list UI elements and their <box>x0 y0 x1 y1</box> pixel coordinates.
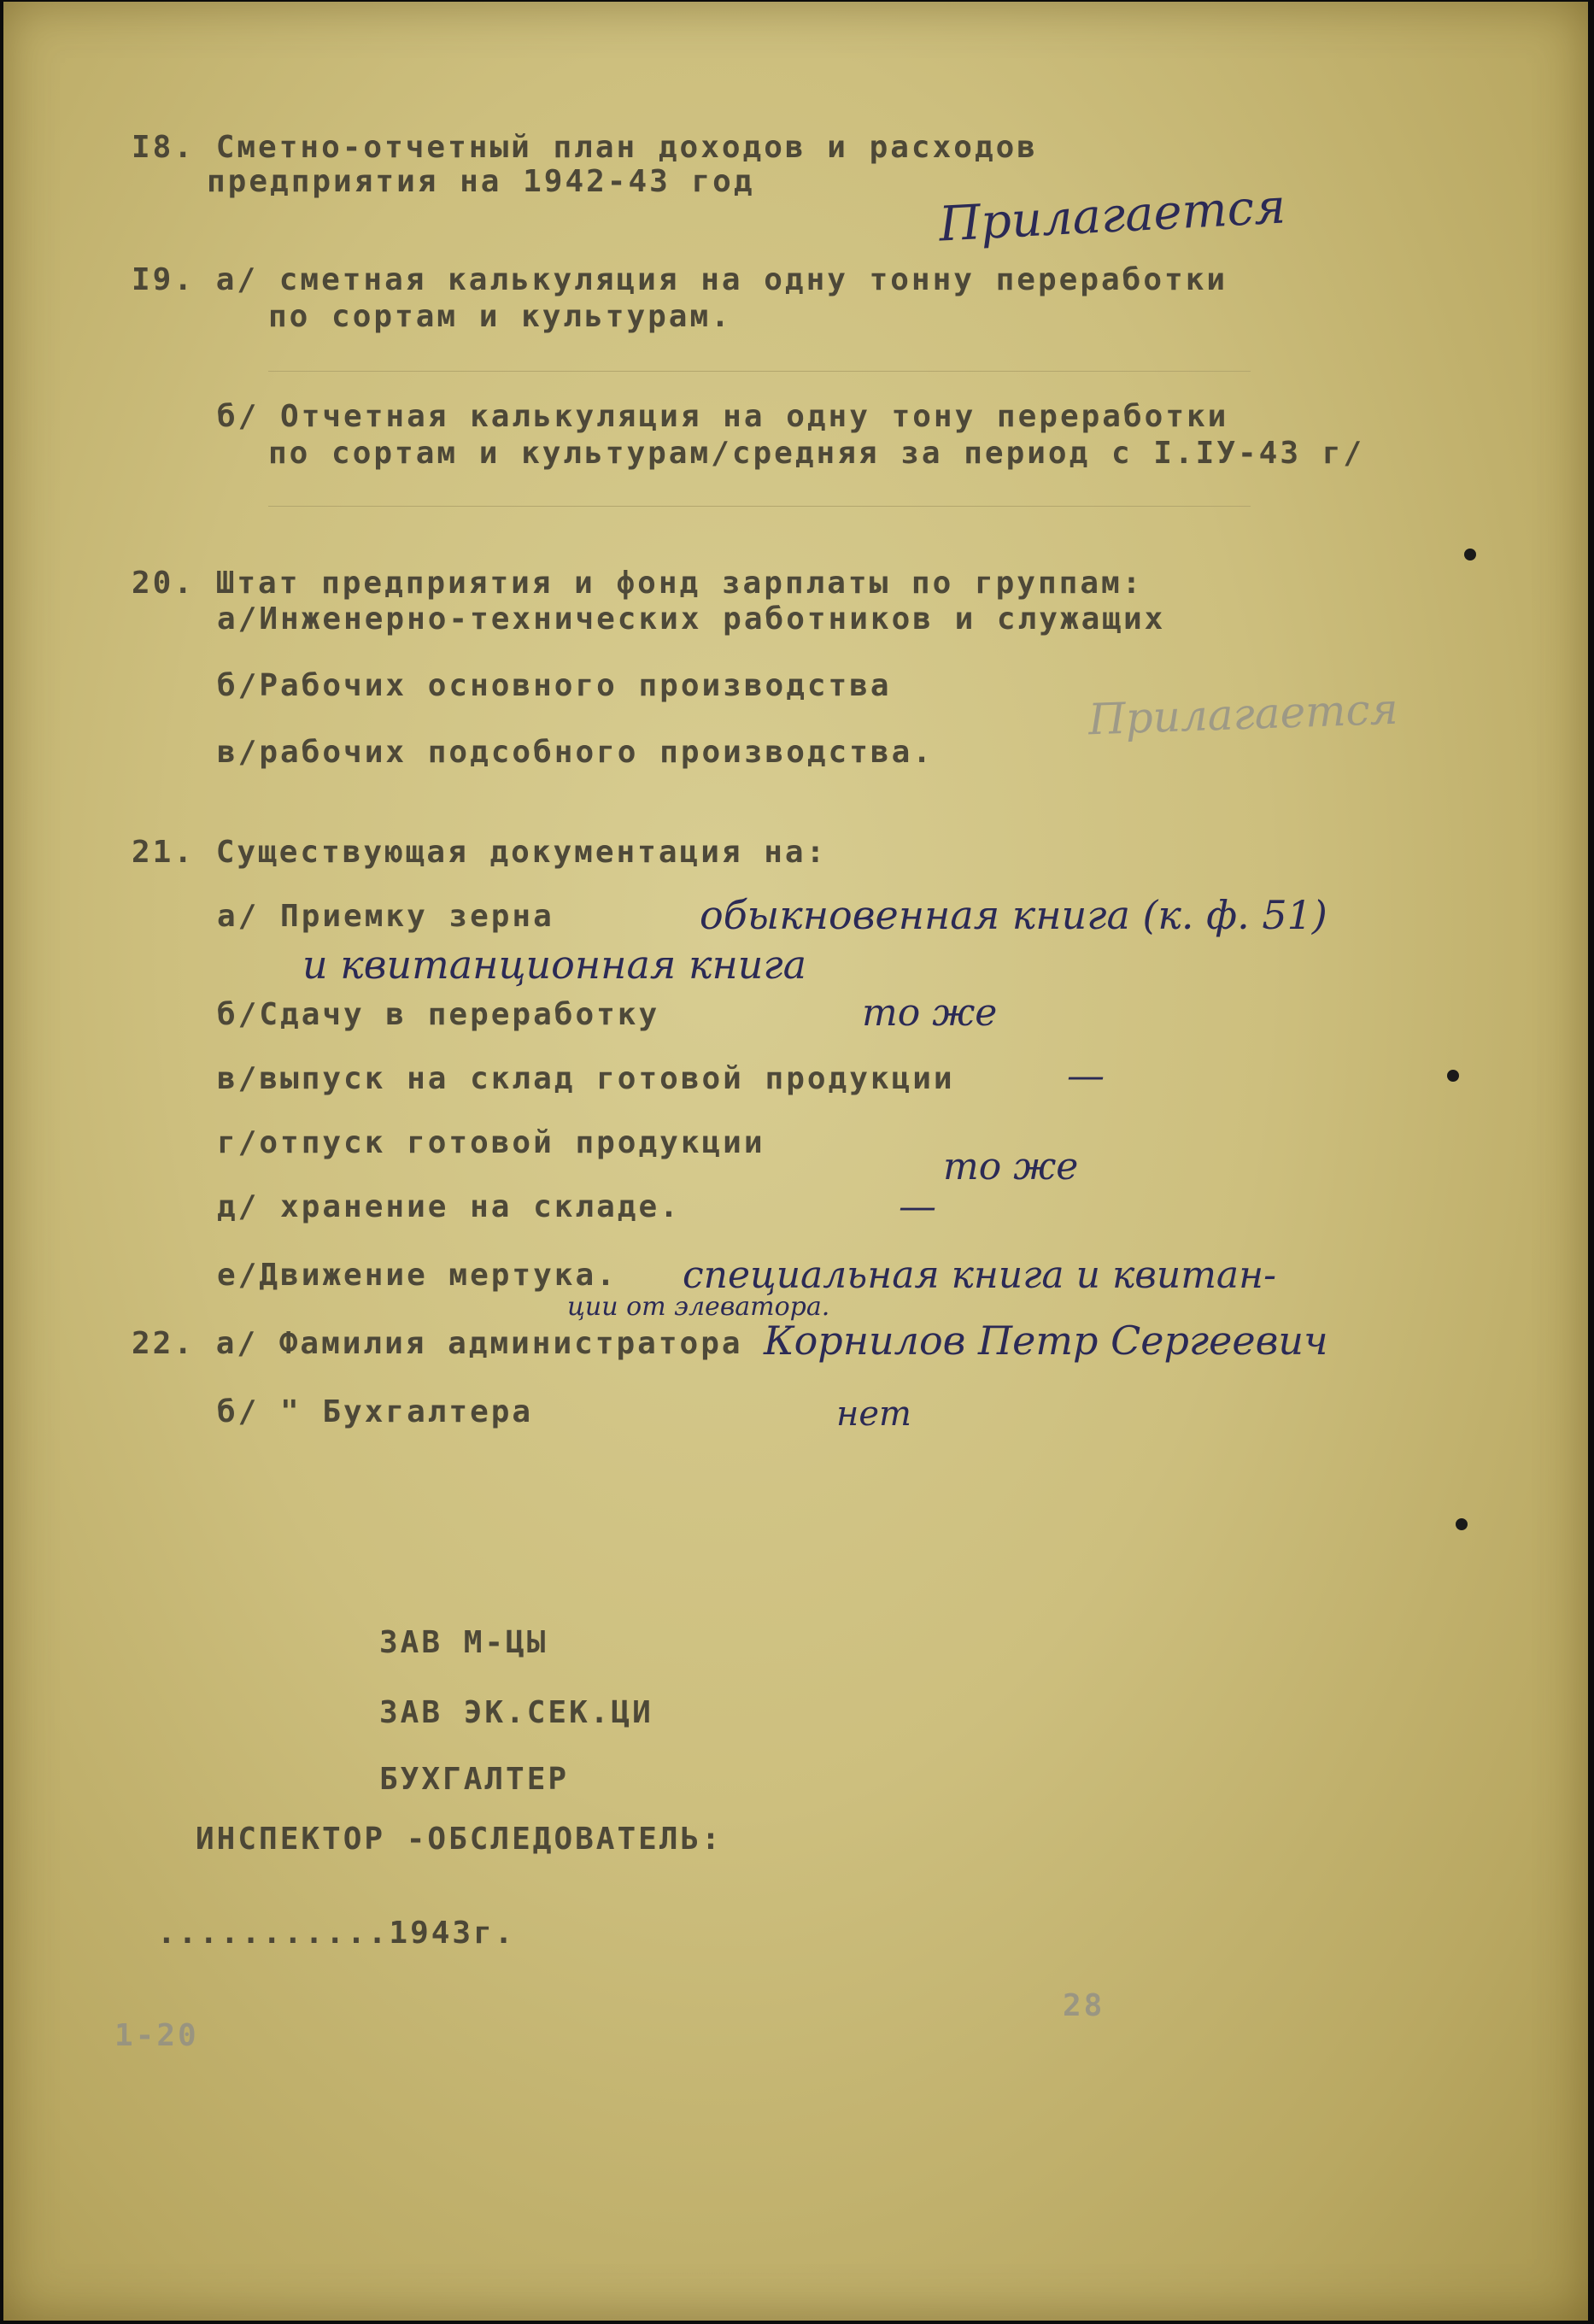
item-21-c-handwritten: — <box>1067 1054 1105 1098</box>
item-18-line-1: I8. Сметно-отчетный план доходов и расходов <box>132 130 1038 165</box>
item-19b-line-1: б/ Отчетная калькуляция на одну тону переработки <box>217 399 1229 434</box>
item-19a-line-1: I9. а/ сметная калькуляция на одну тонну переработки <box>132 262 1228 297</box>
item-20-c: в/рабочих подсобного производства. <box>217 735 934 770</box>
item-21-a-handwritten-2: и квитанционная книга <box>302 942 807 988</box>
item-21-f: е/Движение мертука. <box>217 1258 618 1293</box>
item-20-a: а/Инженерно-технических работников и служащих <box>217 602 1166 637</box>
item-21-b: б/Сдачу в переработку <box>217 997 660 1032</box>
document-code: 1-20 <box>114 2018 199 2053</box>
item-21-f-handwritten-2: ции от элеватора. <box>567 1292 830 1322</box>
item-20-heading: 20. Штат предприятия и фонд зарплаты по группам: <box>132 566 1144 601</box>
item-21-heading: 21. Существующая документация на: <box>132 835 828 870</box>
signature-head-mts: ЗАВ М-ЦЫ <box>379 1625 548 1660</box>
item-22-b-handwritten: нет <box>836 1394 911 1434</box>
fill-line <box>268 506 1251 507</box>
item-21-a: а/ Приемку зерна <box>217 899 554 934</box>
document-date: ...........1943г. <box>157 1916 516 1951</box>
item-21-e-handwritten: — <box>899 1185 936 1229</box>
punch-hole <box>1447 1070 1459 1082</box>
page-number: 28 <box>1063 1988 1105 2023</box>
signature-head-econ: ЗАВ ЭК.СЕК.ЦИ <box>379 1695 653 1730</box>
item-18-handwritten-note: Прилагается <box>937 179 1287 253</box>
fill-line <box>268 371 1251 372</box>
item-22-b: б/ " Бухгалтера <box>217 1394 534 1429</box>
signature-accountant: БУХГАЛТЕР <box>379 1762 570 1797</box>
signature-inspector: ИНСПЕКТОР -ОБСЛЕДОВАТЕЛЬ: <box>196 1822 723 1857</box>
item-21-d-handwritten: то же <box>943 1145 1079 1188</box>
item-21-c: в/выпуск на склад готовой продукции <box>217 1061 955 1096</box>
item-18-line-2: предприятия на 1942-43 год <box>207 164 755 199</box>
item-21-a-handwritten-1: обыкновенная книга (к. ф. 51) <box>700 892 1327 938</box>
item-20-b: б/Рабочих основного производства <box>217 668 892 703</box>
punch-hole <box>1464 549 1476 560</box>
document-page <box>3 2 1588 2321</box>
item-22-a-handwritten: Корнилов Петр Сергеевич <box>764 1318 1328 1364</box>
item-21-b-handwritten: то же <box>862 991 998 1035</box>
item-19b-line-2: по сортам и культурам/средняя за период с I.IУ-43 г/ <box>268 436 1365 471</box>
item-20-handwritten-note: Прилагается <box>1087 684 1399 745</box>
item-22-a: 22. а/ Фамилия администратора <box>132 1326 743 1361</box>
punch-hole <box>1456 1518 1468 1530</box>
item-21-f-handwritten-1: специальная книга и квитан- <box>683 1253 1276 1297</box>
item-21-e: д/ хранение на складе. <box>217 1189 681 1224</box>
item-19a-line-2: по сортам и культурам. <box>268 299 732 334</box>
item-21-d: г/отпуск готовой продукции <box>217 1125 765 1160</box>
